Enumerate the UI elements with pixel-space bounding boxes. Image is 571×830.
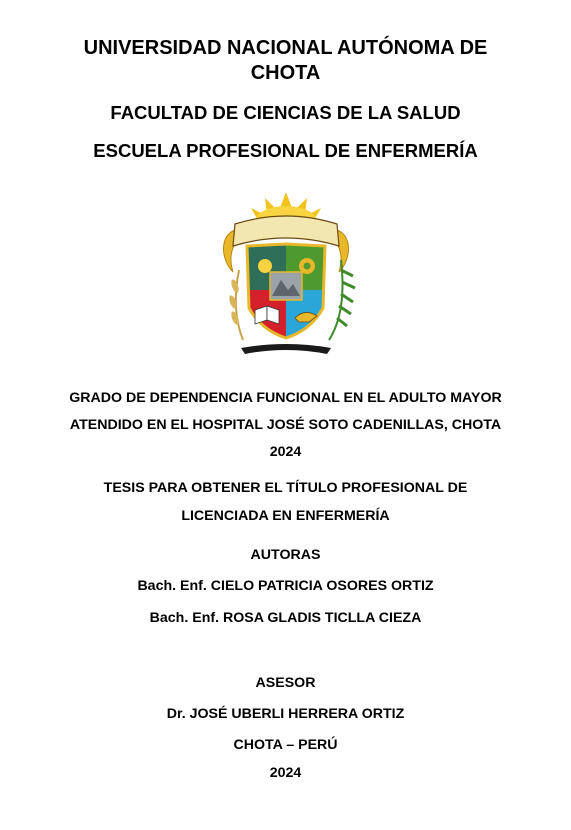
wheat-branch-icon [228, 270, 243, 340]
author-name-2: Bach. Enf. ROSA GLADIS TICLLA CIEZA [149, 610, 422, 626]
faculty-name: FACULTAD DE CIENCIAS DE LA SALUD [110, 102, 461, 123]
thesis-title-line-3: 2024 [269, 444, 302, 460]
thesis-title-line-2: ATENDIDO EN EL HOSPITAL JOSÉ SOTO CADENILLAS, CHOTA [69, 417, 502, 433]
advisor-name: Dr. JOSÉ UBERLI HERRERA ORTIZ [166, 706, 405, 722]
gear-emblem-icon [299, 258, 315, 274]
school-name: ESCUELA PROFESIONAL DE ENFERMERÍA [93, 140, 478, 161]
author-name-1: Bach. Enf. CIELO PATRICIA OSORES ORTIZ [137, 578, 434, 594]
thesis-title-line-1: GRADO DE DEPENDENCIA FUNCIONAL EN EL ADULTO MAYOR [69, 390, 502, 406]
advisor-heading: ASESOR [255, 675, 316, 691]
year-line: 2024 [269, 765, 302, 781]
purpose-line-2: LICENCIADA EN ENFERMERÍA [181, 508, 390, 524]
purpose-line-1: TESIS PARA OBTENER EL TÍTULO PROFESIONAL DE [103, 480, 468, 496]
mountain-emblem-icon [270, 272, 302, 300]
university-name-line-2: CHOTA [250, 62, 321, 84]
place-line: CHOTA – PERÚ [233, 737, 338, 753]
authors-heading: AUTORAS [250, 547, 321, 563]
university-name-line-1: UNIVERSIDAD NACIONAL AUTÓNOMA DE [83, 37, 488, 59]
palm-branch-icon [329, 260, 355, 340]
university-crest-logo [213, 190, 359, 360]
